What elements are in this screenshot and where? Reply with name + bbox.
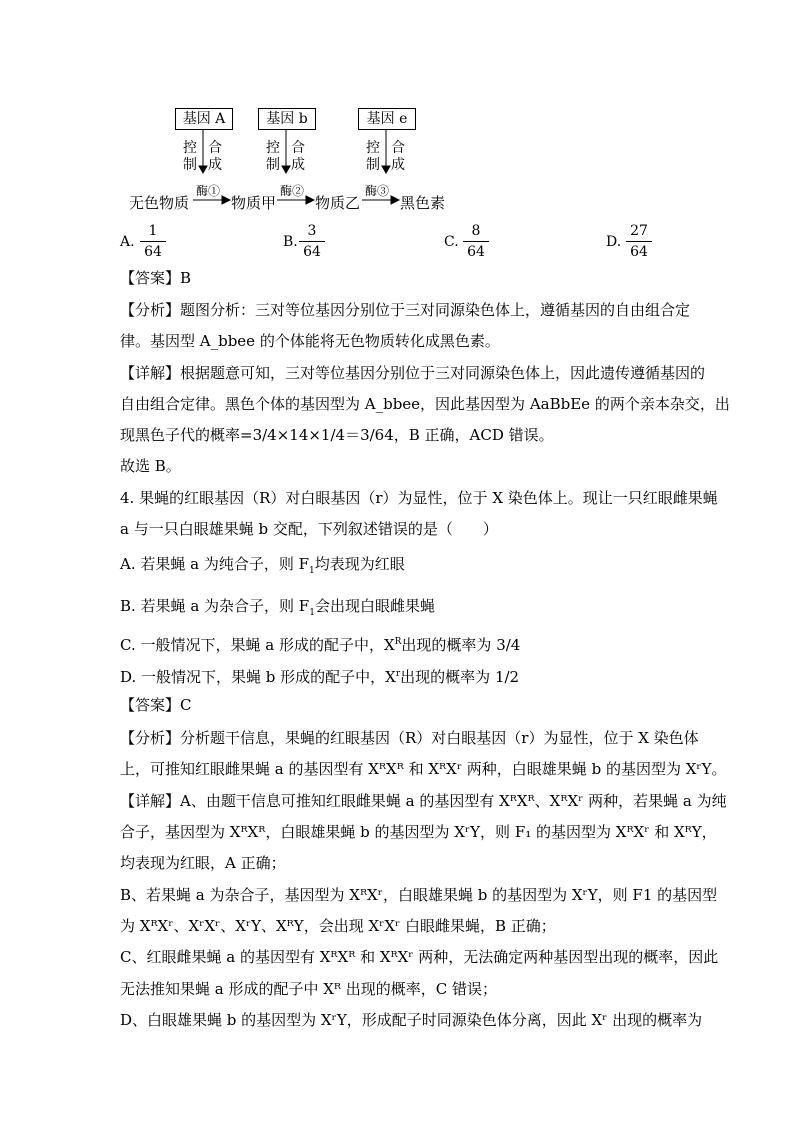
q4-option-c: C. 一般情况下，果蝇 a 形成的配子中，$X^R$出现的概率为 3/4	[120, 636, 521, 654]
q4-detail: 合子，基因型为 XᴿXᴿ，白眼雄果蝇 b 的基因型为 XʳY，则 F₁ 的基因型为 XᴿXʳ 和 XᴿY，	[120, 823, 717, 841]
option-fraction	[626, 222, 652, 261]
diagram-arrows	[0, 0, 794, 230]
q4-detail: D、白眼雄果蝇 b 的基因型为 XʳY，形成配子时同源染色体分离，因此 Xʳ 出现的概率为	[120, 1011, 703, 1029]
arrow-head-icon	[306, 196, 314, 204]
numerator: 27	[630, 223, 648, 239]
q4-detail: C、红眼雌果蝇 a 的基因型有 XᴿXᴿ 和 XᴿXʳ 两种，无法确定两种基因型出现的概率，因此	[120, 948, 719, 966]
option-letter: B.	[283, 234, 298, 250]
q4-option-a: A. 若果蝇 a 为纯合子，则 $F_1$均表现为红眼	[120, 555, 405, 576]
arrow-head-icon	[282, 166, 290, 173]
denominator: 64	[630, 244, 648, 260]
option-letter: D.	[606, 234, 622, 250]
q4-detail: 为 XᴿXʳ、XʳXʳ、XʳY、XᴿY，会出现 XʳXʳ 白眼雌果蝇，B 正确；	[120, 917, 556, 935]
q4-stem: a 与一只白眼雄果蝇 b 交配，下列叙述错误的是（ ）	[120, 520, 498, 538]
denominator: 64	[467, 244, 485, 260]
q3-analysis: 【分析】题图分析：三对等位基因分别位于三对同源染色体上，遵循基因的自由组合定	[120, 301, 691, 319]
q4-stem: 4. 果蝇的红眼基因（R）对白眼基因（r）为显性，位于 X 染色体上。现让一只红眼雌果蝇	[120, 489, 718, 507]
synthesis-label: 成	[391, 157, 405, 173]
q4-option-b: B. 若果蝇 a 为杂合子，则 $F_1$会出现白眼雌果蝇	[120, 597, 435, 618]
q4-detail: 【详解】A、由题干信息可推知红眼雌果蝇 a 的基因型有 XᴿXᴿ、XᴿXʳ 两种，若果蝇 a 为纯	[120, 792, 727, 810]
synthesis-label: 合	[208, 140, 222, 156]
q4-detail: 均表现为红眼，A 正确；	[120, 854, 286, 872]
denominator: 64	[144, 244, 162, 260]
control-label: 控	[366, 140, 380, 156]
substance-label: 黑色素	[400, 194, 446, 212]
arrow-head-icon	[382, 166, 390, 173]
q3-detail: 现黑色子代的概率=3/4×14×1/4＝3/64，B 正确，ACD 错误。	[120, 426, 554, 444]
control-label: 制	[183, 157, 197, 173]
control-label: 控	[266, 140, 280, 156]
numerator: 3	[307, 223, 317, 239]
denominator: 64	[303, 244, 321, 260]
q4-option-d: D. 一般情况下，果蝇 b 形成的配子中，$X^r$出现的概率为 1/2	[120, 668, 520, 686]
gene-b-box: 基因 b	[258, 108, 316, 130]
q4-analysis: 【分析】分析题干信息，果蝇的红眼基因（R）对白眼基因（r）为显性，位于 X 染色体	[120, 729, 699, 747]
q3-answer: 【答案】B	[120, 269, 192, 287]
synthesis-label: 成	[291, 157, 305, 173]
gene-a-box: 基因 A	[175, 108, 233, 130]
q4-analysis: 上，可推知红眼雌果蝇 a 的基因型有 XᴿXᴿ 和 XᴿXʳ 两种，白眼雄果蝇 b 的基因型为 XʳY。	[120, 760, 727, 778]
enzyme-label: 酶③	[365, 184, 390, 198]
arrow-head-icon	[391, 196, 399, 204]
option-letter: C.	[444, 234, 459, 250]
synthesis-label: 合	[291, 140, 305, 156]
enzyme-label: 酶②	[280, 184, 305, 198]
control-label: 控	[183, 140, 197, 156]
q3-analysis: 律。基因型 A_bbee 的个体能将无色物质转化成黑色素。	[120, 332, 500, 350]
synthesis-label: 成	[208, 157, 222, 173]
q3-detail: 【详解】根据题意可知，三对等位基因分别位于三对同源染色体上，因此遗传遵循基因的	[120, 364, 706, 382]
q4-answer: 【答案】C	[120, 696, 192, 714]
q3-detail: 自由组合定律。黑色个体的基因型为 A_bbee，因此基因型为 AaBbEe 的两个亲本杂交，出	[120, 395, 730, 413]
option-letter: A.	[120, 234, 135, 250]
numerator: 8	[471, 223, 481, 239]
synthesis-label: 合	[391, 140, 405, 156]
substance-label: 物质乙	[315, 194, 361, 212]
q3-choice: 故选 B。	[120, 457, 181, 475]
q4-detail: B、若果蝇 a 为杂合子，基因型为 XᴿXʳ，白眼雄果蝇 b 的基因型为 XʳY，则 F1 的基因型	[120, 886, 718, 904]
option-fraction	[140, 222, 166, 261]
numerator: 1	[148, 223, 158, 239]
substance-label: 物质甲	[231, 194, 277, 212]
arrow-head-icon	[199, 166, 207, 173]
substance-label: 无色物质	[129, 194, 190, 212]
q4-detail: 无法推知果蝇 a 形成的配子中 Xᴿ 出现的概率，C 错误；	[120, 980, 498, 998]
control-label: 制	[366, 157, 380, 173]
option-fraction	[463, 222, 489, 261]
enzyme-label: 酶①	[196, 184, 221, 198]
gene-e-box: 基因 e	[358, 108, 416, 130]
arrow-head-icon	[222, 196, 230, 204]
option-fraction	[299, 222, 325, 261]
control-label: 制	[266, 157, 280, 173]
